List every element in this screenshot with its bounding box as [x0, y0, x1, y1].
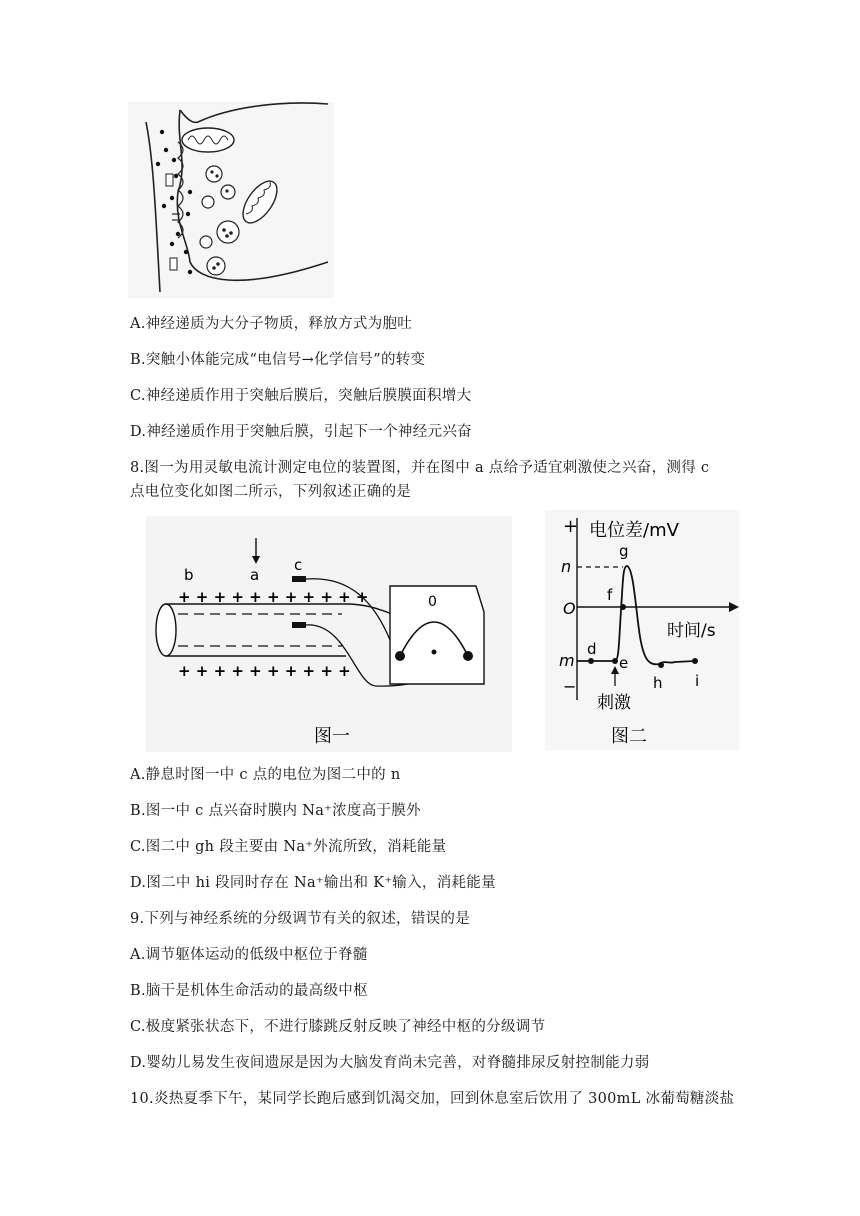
point-d: d — [587, 640, 597, 658]
q9-option-a: A.调节躯体运动的低级中枢位于脊髓 — [130, 947, 368, 963]
minus-sign: − — [563, 677, 577, 696]
q8-option-b: B.图一中 c 点兴奋时膜内 Na⁺浓度高于膜外 — [130, 803, 421, 819]
plus-row-bottom: + + + + + + + + + + — [178, 662, 351, 680]
point-f: f — [607, 586, 613, 604]
q8-option-a: A.静息时图一中 c 点的电位为图二中的 n — [130, 767, 401, 783]
q8-stem-line2: 点电位变化如图二所示，下列叙述正确的是 — [130, 484, 412, 500]
q7-option-a: A.神经递质为大分子物质，释放方式为胞吐 — [130, 316, 413, 332]
figure-two — [545, 510, 739, 750]
figure-two-caption: 图二 — [611, 726, 647, 747]
meter-zero: 0 — [428, 594, 437, 610]
q7-option-b: B.突触小体能完成“电信号→化学信号”的转变 — [130, 352, 426, 368]
q7-option-d: D.神经递质作用于突触后膜，引起下一个神经元兴奋 — [130, 424, 472, 440]
q7-option-c: C.神经递质作用于突触后膜后，突触后膜膜面积增大 — [130, 388, 472, 404]
galvanometer — [390, 586, 484, 684]
origin-label: O — [563, 599, 576, 618]
y-axis-title: 电位差/mV — [589, 520, 679, 541]
figure-one — [146, 516, 512, 752]
q9-option-d: D.婴幼儿易发生夜间遗尿是因为大脑发育尚未完善，对脊髓排尿反射控制能力弱 — [130, 1055, 650, 1071]
plus-sign: + — [563, 516, 579, 537]
q8-option-c: C.图二中 gh 段主要由 Na⁺外流所致，消耗能量 — [130, 839, 447, 855]
q9-option-b: B.脑干是机体生命活动的最高级中枢 — [130, 983, 368, 999]
point-h: h — [653, 674, 663, 692]
figure-one-caption: 图一 — [314, 726, 350, 747]
plus-row-top: + + + + + + + + + + + — [178, 588, 369, 606]
point-i: i — [695, 672, 700, 690]
label-b: b — [184, 566, 194, 584]
x-axis-title: 时间/s — [667, 621, 716, 641]
label-c: c — [294, 556, 303, 574]
level-n: n — [561, 557, 572, 576]
electrode-inner — [292, 622, 306, 628]
q8-option-d: D.图二中 hi 段同时存在 Na⁺输出和 K⁺输入，消耗能量 — [130, 875, 496, 891]
q10-stem: 10.炎热夏季下午，某同学长跑后感到饥渴交加，回到休息室后饮用了 300mL 冰葡萄糖淡盐 — [130, 1091, 735, 1107]
electrode-c — [292, 576, 306, 582]
synapse-figure — [128, 102, 334, 298]
stimulus-label: 刺激 — [597, 693, 631, 713]
level-m: m — [559, 651, 575, 670]
q8-stem-line1: 8.图一为用灵敏电流计测定电位的装置图，并在图中 a 点给予适宜刺激使之兴奋，测得 c — [130, 460, 710, 476]
q9-stem: 9.下列与神经系统的分级调节有关的叙述，错误的是 — [130, 911, 471, 927]
q9-option-c: C.极度紧张状态下，不进行膝跳反射反映了神经中枢的分级调节 — [130, 1019, 546, 1035]
point-g: g — [619, 542, 629, 560]
label-a: a — [250, 566, 260, 584]
point-e: e — [619, 654, 629, 672]
